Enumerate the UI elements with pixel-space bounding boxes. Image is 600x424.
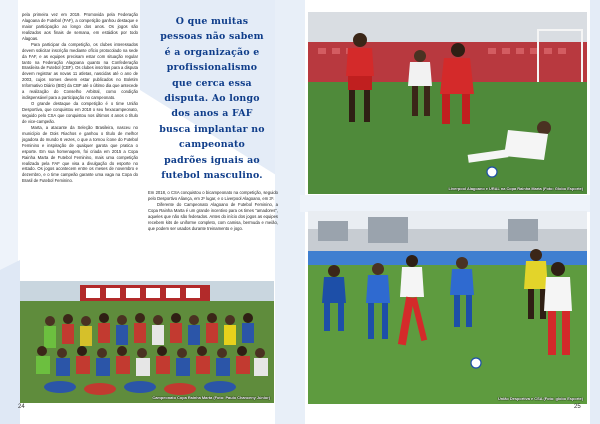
photo-caption: Liverpool Alagoano e URAL na Copa Rainha Marta (Foto: Globo Esporte) (448, 186, 583, 191)
team-photo (20, 281, 274, 403)
photo-caption: Campeonato Copa Rainha Marta (Foto: Paulo Chanceny Júnior) (152, 395, 270, 400)
article-paragraph: Em 2018, o CSA conquistou o bicampeonato na competição, seguido pelo Desportivo Aliança, em 2º lugar, e o Liverpool Alagoano, em 3º. (148, 190, 278, 201)
article-paragraph: O grande destaque da competição é o time União Desportiva, que conquistou em 2018 o seu hexacampeonato, seguido pelo CSA que conquistou nos últimos 4 anos o título de vice-campeão. (22, 101, 138, 124)
article-paragraph: Diferente do Campeonato Alagoano de Futebol Feminino, a Copa Rainha Marta é um grande incentivo para os times "amadores", aqueles que não são federados. Antes do início dos jogos as equipes recebem kits de uniforme completo, com camisa, bermuda e meião, que podem ser usados durante treinamento e jogo. (148, 202, 278, 231)
article-paragraph: Marta, a atacante da Seleção Brasileira, nasceu no município de Dois Riachos e ganhou o título de melhor jogadora do mundo 6 vezes, o que a tornou ícone do Futebol Feminino e inspiração de qualquer garota que pratica o esporte. Em sua homenagem, foi criada em 2015 a Copa Rainha Marta de Futebol Feminino, mais uma competição realizada pela FAF que visa a divulgação do esporte no estado. Os jogos acontecem entre os meses de novembro e dezembro, e o time campeão garante uma vaga na Copa do Brasil de Futebol Feminino. (22, 125, 138, 184)
photo-caption: União Desportiva e CSA (Foto: globo Esporte) (497, 396, 583, 401)
match-photo-liverpool-ural (308, 12, 587, 194)
article-paragraph: pela primeira vez em 2019. Promovida pela Federação Alagoana de Futebol (FAF), a competição ganhou destaque e maior participação ao longo dos anos. Os jogos são realizados aos finais de semana, em estádios por todo Alagoas. (22, 12, 138, 41)
pull-quote-line: disputa. Ao longo (164, 93, 260, 105)
pull-quote-line: profissionalismo (166, 62, 258, 74)
pull-quote-line: futebol masculino. (161, 170, 263, 182)
match-photo-image (308, 211, 587, 404)
pull-quote-line: que cerca essa (172, 77, 252, 89)
article-column-middle (148, 190, 278, 232)
pull-quote (150, 14, 274, 183)
article-paragraph: Para participar da competição, os clubes interessados devem solicitar inscrição mediante ofício protocolado na sede da FAF, e as equipes precisam estar com situação regular tanto na Federação Alagoana quanto na Confederação Brasileira de Futebol (CBF). Os clubes inscritos para a disputa devem registrar as novas 11 atletas, nascidas até o ano de 2003, cujos nomes devem estar publicados no Boletim Informativo Diário (BID) da CBF até o último dia que antecede a realização do Conselho Arbitral, como condição indispensável para a participação no campeonato. (22, 41, 138, 100)
pull-quote-line: é a organização e (164, 46, 260, 58)
page-number-right: 25 (574, 404, 581, 410)
pull-quote-line: pessoas não sabem (160, 31, 264, 43)
pull-quote-line: campeonato (179, 139, 245, 151)
pull-quote-line: padrões iguais ao (164, 154, 260, 166)
team-photo-image (20, 281, 274, 403)
article-column-left (22, 12, 138, 184)
page-number-left: 24 (18, 404, 25, 410)
match-photo-image (308, 12, 587, 194)
pull-quote-line: O que muitas (175, 16, 249, 27)
match-photo-uniao-csa (308, 211, 587, 404)
pull-quote-line: dos anos a FAF (171, 108, 253, 120)
pull-quote-line: busca implantar no (159, 123, 265, 135)
